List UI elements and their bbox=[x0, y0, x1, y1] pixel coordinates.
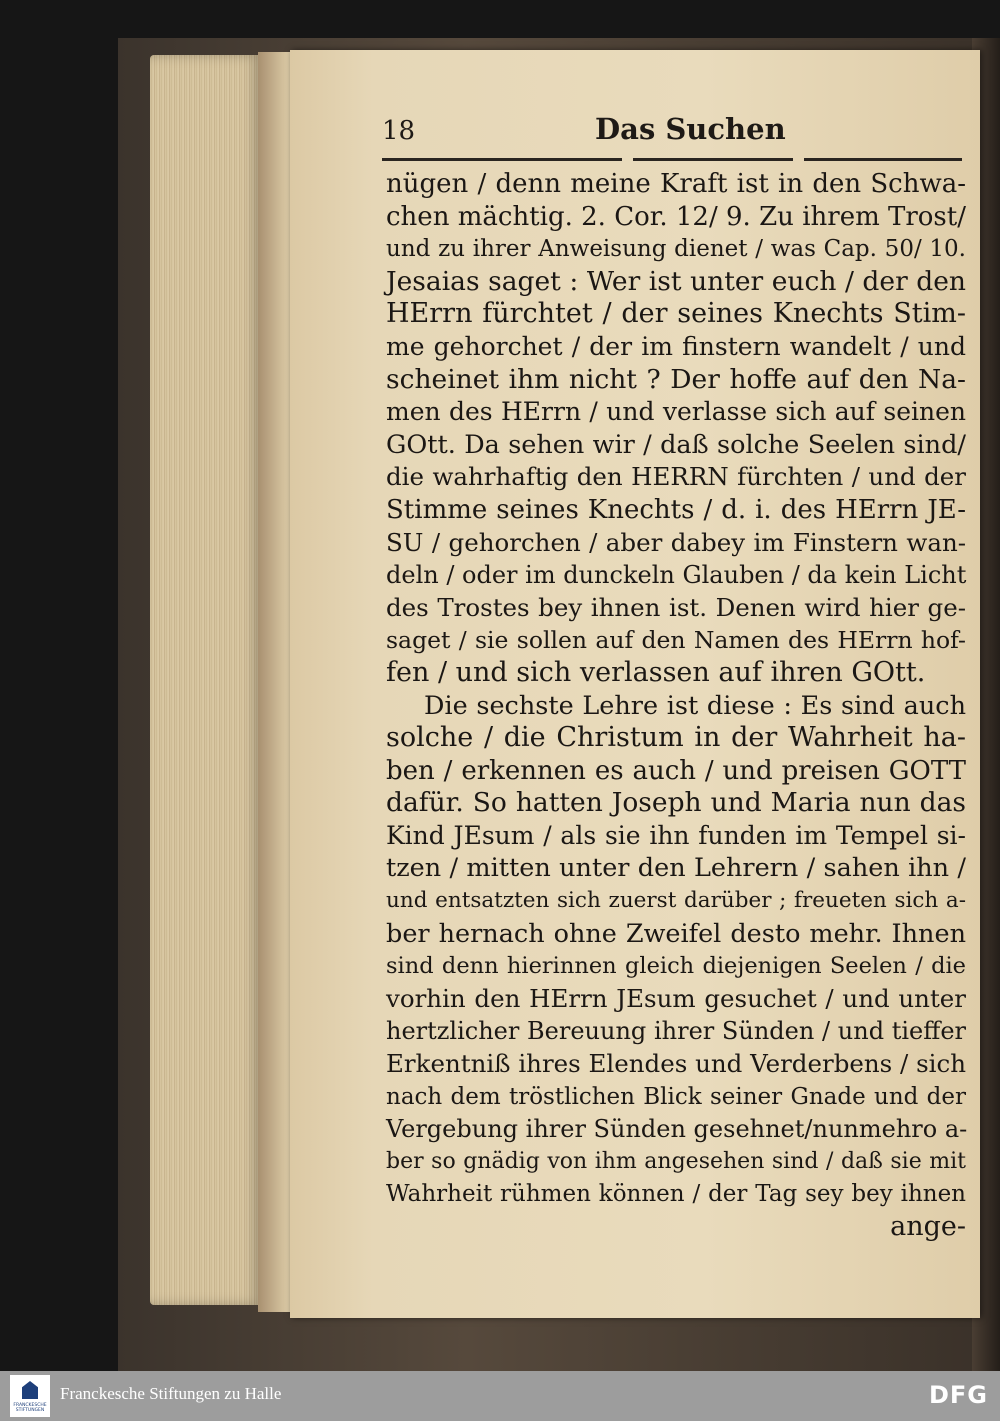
text-line: solche / die Christum in der Wahrheit ha- bbox=[386, 722, 966, 754]
dfg-logo[interactable]: DFG bbox=[928, 1381, 988, 1409]
text-line: GOtt. Da sehen wir / daß solche Seelen sind/ bbox=[386, 429, 966, 460]
text-line: und entsatzten sich zuerst darüber ; freueten sich a- bbox=[386, 888, 966, 914]
text-line: Erkentniß ihres Elendes und Verderbens / sich bbox=[386, 1049, 966, 1079]
text-line: men des HErrn / und verlasse sich auf seinen bbox=[386, 397, 966, 427]
text-line: ben / erkennen es auch / und preisen GOTT bbox=[386, 755, 966, 786]
text-line: saget / sie sollen auf den Namen des HErrn hof- bbox=[386, 626, 966, 655]
text-line: chen mächtig. 2. Cor. 12/ 9. Zu ihrem Trost/ bbox=[386, 201, 966, 232]
page-body-text bbox=[386, 168, 966, 1244]
logo-caption: FRANCKESCHE STIFTUNGEN bbox=[13, 1403, 47, 1413]
text-line: hertzlicher Bereuung ihrer Sünden / und tieffer bbox=[386, 1017, 966, 1046]
text-line: scheinet ihm nicht ? Der hoffe auf den Na- bbox=[386, 363, 966, 395]
text-line: dafür. So hatten Joseph und Maria nun das bbox=[386, 787, 966, 819]
text-line: Die sechste Lehre ist diese : Es sind auch bbox=[424, 690, 966, 721]
text-line: nach dem tröstlichen Blick seiner Gnade und der bbox=[386, 1083, 966, 1110]
text-line: Stimme seines Knechts / d. i. des HErrn JE- bbox=[386, 494, 966, 525]
text-line: nügen / denn meine Kraft ist in den Schwa- bbox=[386, 169, 966, 199]
text-line: deln / oder im dunckeln Glauben / da kein Licht bbox=[386, 561, 967, 590]
header-rule-right bbox=[804, 158, 962, 161]
running-title: Das Suchen bbox=[595, 112, 786, 146]
text-line: fen / und sich verlassen auf ihren GOtt. bbox=[386, 656, 926, 688]
book-page bbox=[290, 50, 980, 1318]
text-line: HErrn fürchtet / der seines Knechts Stim- bbox=[386, 298, 966, 330]
page-edges bbox=[150, 55, 262, 1305]
text-line: des Trostes bey ihnen ist. Denen wird hier ge- bbox=[386, 592, 966, 622]
page-number: 18 bbox=[382, 116, 416, 146]
text-line: ange- bbox=[890, 1211, 966, 1242]
header-rule-left bbox=[382, 158, 622, 161]
text-line: ber so gnädig von ihm angesehen sind / daß sie mit bbox=[386, 1148, 966, 1174]
viewer-footer bbox=[0, 1371, 1000, 1421]
text-line: SU / gehorchen / aber dabey im Finstern wan- bbox=[386, 527, 966, 557]
header-rule-middle bbox=[633, 158, 793, 161]
text-line: Jesaias saget : Wer ist unter euch / der den bbox=[386, 265, 966, 297]
text-line: ber hernach ohne Zweifel desto mehr. Ihnen bbox=[386, 918, 966, 949]
institution-name[interactable]: Franckesche Stiftungen zu Halle bbox=[60, 1384, 282, 1403]
text-line: me gehorchet / der im finstern wandelt / und bbox=[386, 331, 966, 361]
text-line: vorhin den HErrn JEsum gesuchet / und unter bbox=[386, 983, 966, 1013]
text-line: und zu ihrer Anweisung dienet / was Cap. 50/ 10. bbox=[386, 236, 966, 263]
text-line: Vergebung ihrer Sünden gesehnet/nunmehro a- bbox=[386, 1115, 968, 1144]
text-line: die wahrhaftig den HERRN fürchten / und der bbox=[386, 462, 966, 492]
text-line: Kind JEsum / als sie ihn funden im Tempel si- bbox=[386, 820, 966, 850]
institution-logo[interactable] bbox=[10, 1375, 50, 1417]
text-line: Wahrheit rühmen können / der Tag sey bey ihnen bbox=[386, 1181, 966, 1208]
building-icon bbox=[22, 1381, 38, 1399]
text-line: tzen / mitten unter den Lehrern / sahen ihn / bbox=[386, 853, 966, 884]
text-line: sind denn hierinnen gleich diejenigen Seelen / die bbox=[386, 953, 966, 980]
